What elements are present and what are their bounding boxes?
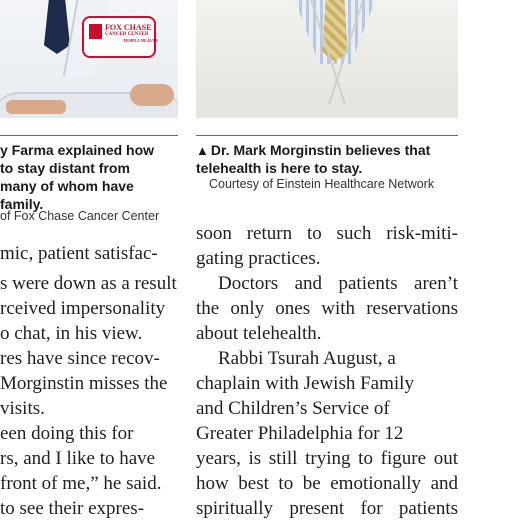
- badge-text: FOX CHASE CANCER CENTER TEMPLE HEALTH: [105, 23, 158, 43]
- article-left-line: to see their expres-: [0, 498, 145, 519]
- caption-rule-right: [196, 135, 458, 136]
- photo-credit-left: of Fox Chase Cancer Center: [0, 209, 160, 223]
- article-left-line: res have since recov-: [0, 348, 160, 369]
- photo-credit-right: Courtesy of Einstein Healthcare Network: [209, 177, 435, 191]
- article-left-line: een doing this for: [0, 423, 134, 444]
- article-right-line: chaplain with Jewish Family: [196, 373, 414, 394]
- article-left-line: front of me,” he said.: [0, 473, 162, 494]
- article-right-line: Doctors and patients aren’t: [218, 273, 458, 294]
- article-right-line: the only ones with reservations: [196, 298, 458, 319]
- article-left-line: s were down as a result: [0, 273, 177, 294]
- article-right-line: soon return to such risk-miti-: [196, 223, 458, 244]
- hand: [130, 84, 174, 106]
- article-right-line: Rabbi Tsurah August, a: [218, 348, 396, 369]
- article-right-line: how best to be emotionally and: [196, 473, 458, 494]
- article-right-line: about telehealth.: [196, 323, 322, 344]
- article-right-line: Greater Philadelphia for 12: [196, 423, 404, 444]
- fox-chase-badge: [82, 16, 156, 58]
- article-right-line: and Children’s Service of: [196, 398, 390, 419]
- caption-right-line-2: telehealth is here to stay.: [196, 160, 363, 176]
- article-left-line: Morginstin misses the: [0, 373, 168, 394]
- article-right-line: years, is still trying to figure out: [196, 448, 458, 469]
- article-left-line: rs, and I like to have: [0, 448, 156, 469]
- article-left-line: rceived impersonality: [0, 298, 166, 319]
- article-left-line: visits.: [0, 398, 45, 419]
- article-left-line: mic, patient satisfac-: [0, 243, 158, 264]
- caption-right-text-1: Dr. Mark Morginstin believes that: [210, 142, 431, 158]
- article-left-line: o chat, in his view.: [0, 323, 143, 344]
- caption-right-line-1: [196, 141, 430, 160]
- photo-dr-morginstin: [196, 0, 458, 118]
- caption-left-line-1: y Farma explained how: [0, 142, 155, 158]
- fox-chase-logo-icon: [89, 24, 102, 39]
- caption-left-line-2: to stay distant from: [0, 160, 130, 176]
- photo-dr-farma: [0, 0, 178, 118]
- article-right-line: spiritually present for patients: [196, 498, 458, 519]
- caption-left-line-3: many of whom have: [0, 178, 134, 194]
- caption-left-line-4: family.: [0, 196, 44, 212]
- article-right-line: gating practices.: [196, 248, 321, 269]
- wrist: [6, 100, 66, 114]
- triangle-marker-icon: ▲: [196, 143, 209, 158]
- caption-rule-left: [0, 135, 178, 136]
